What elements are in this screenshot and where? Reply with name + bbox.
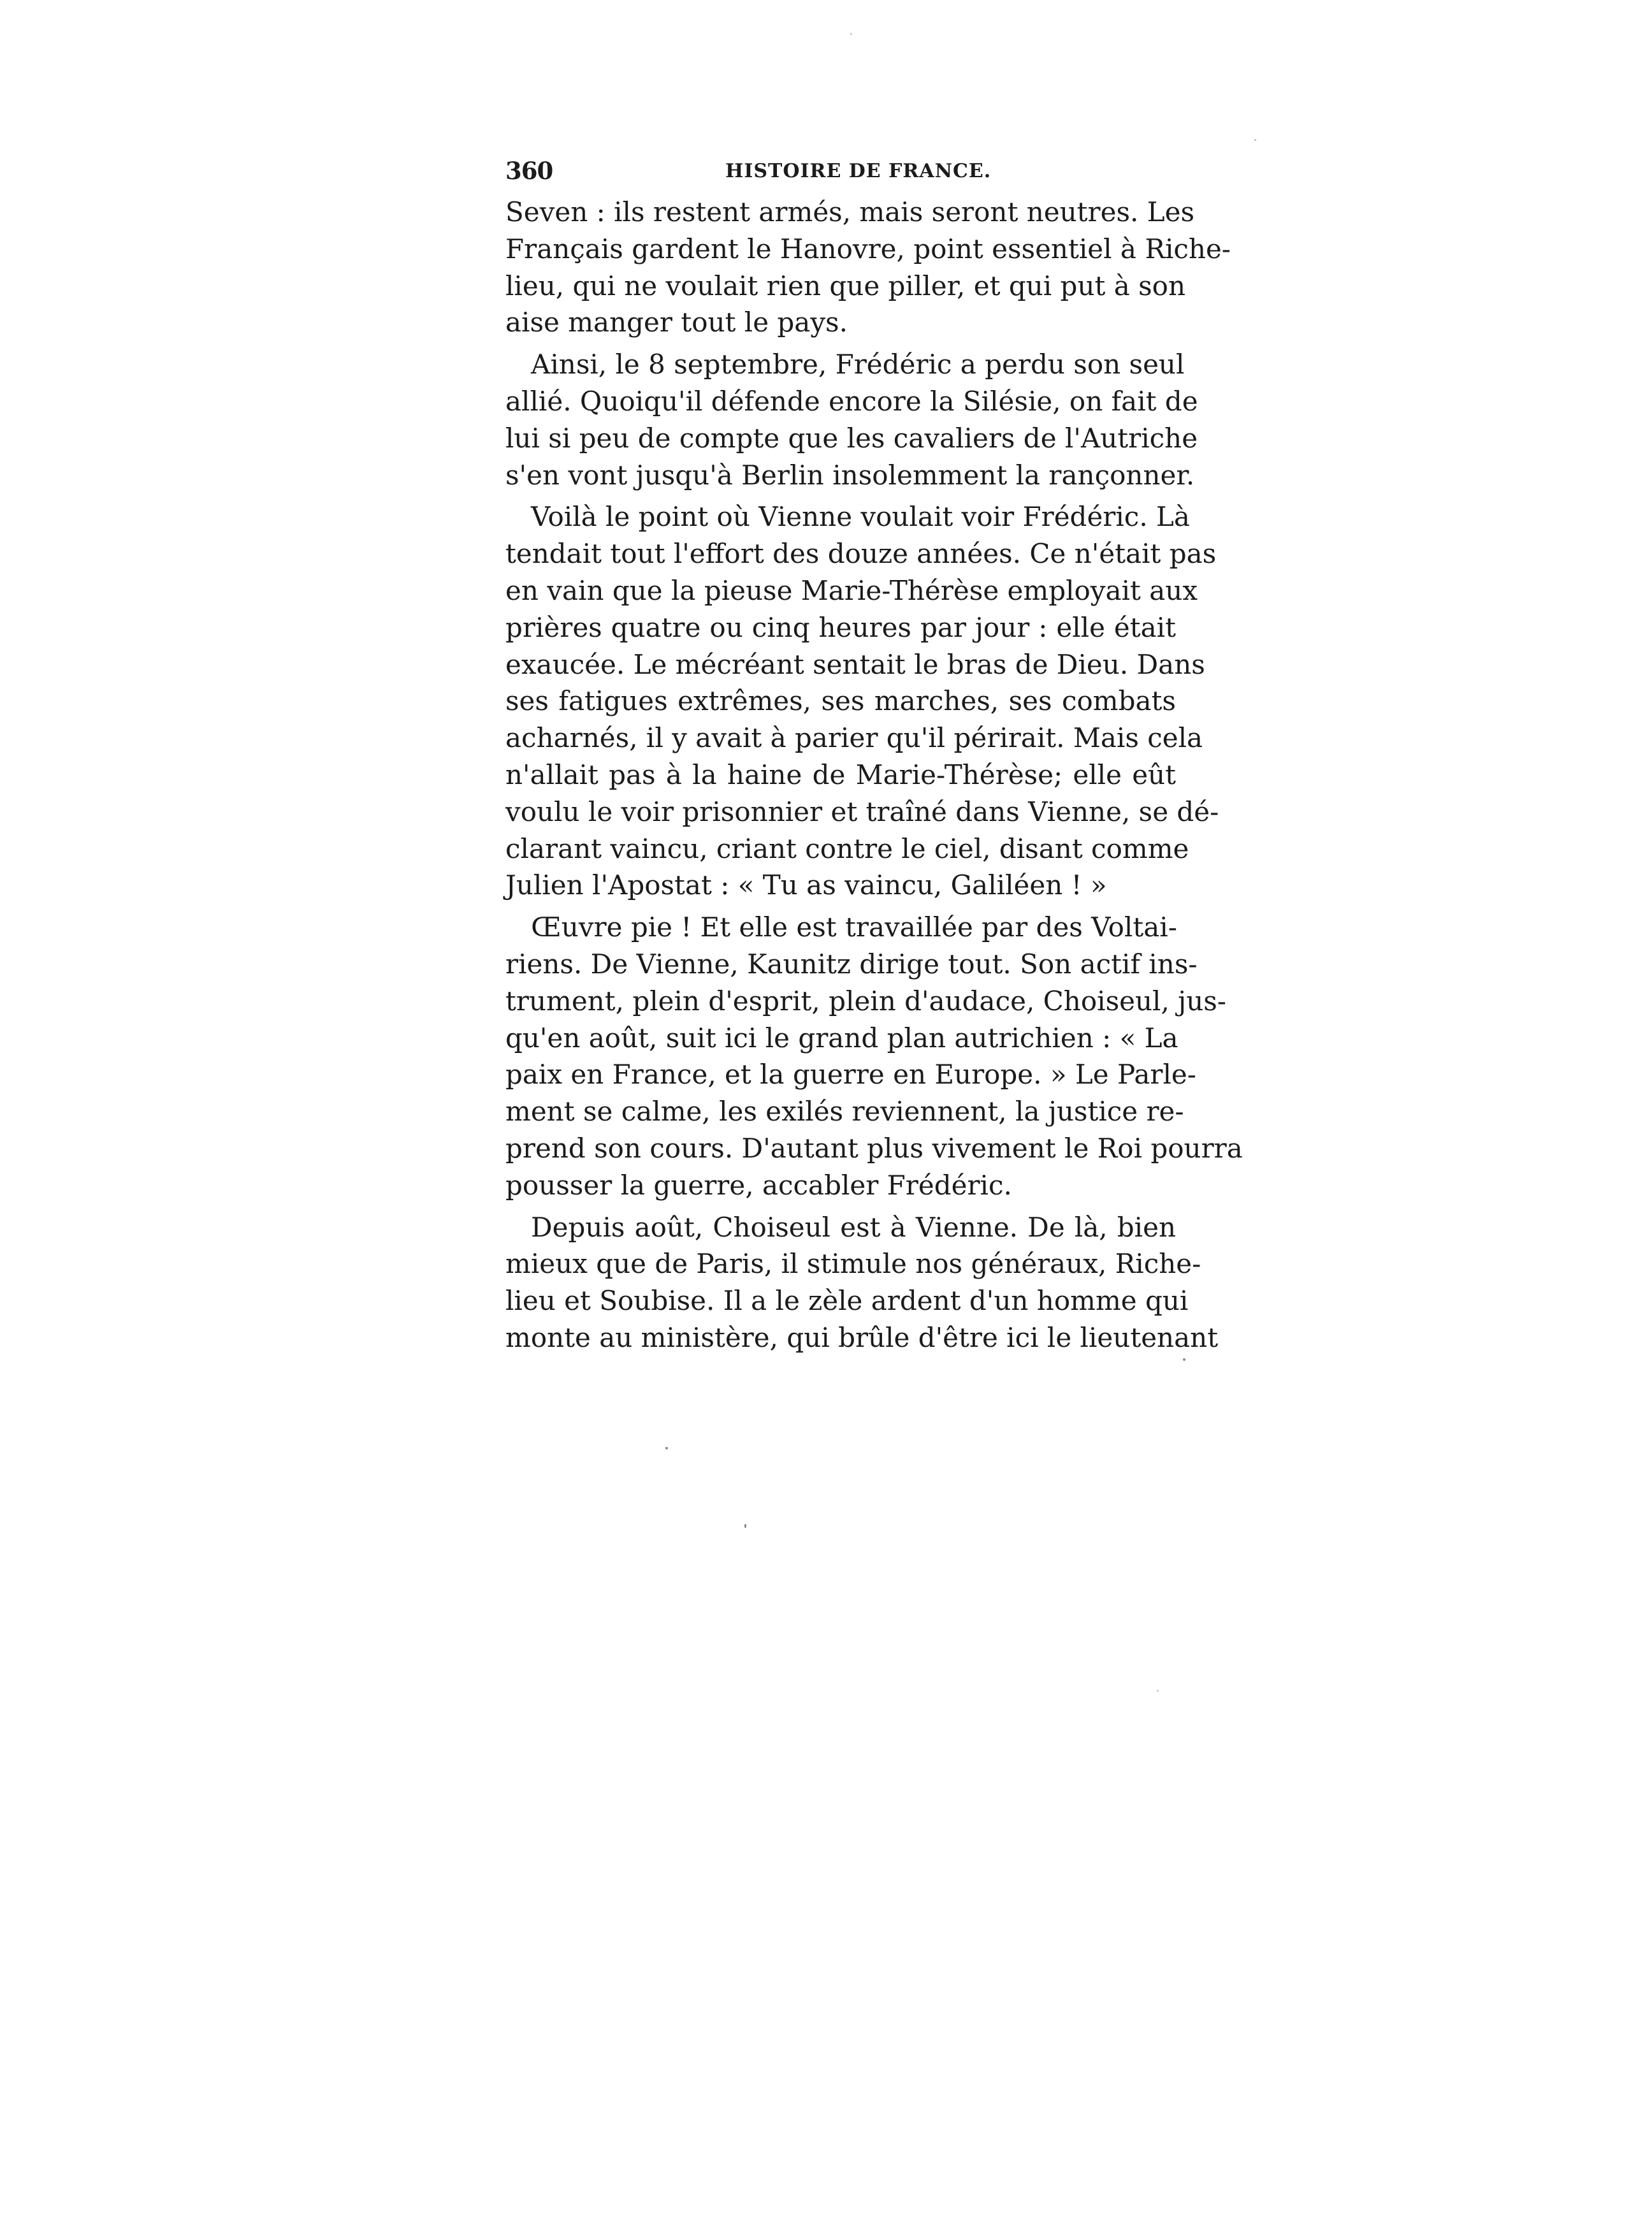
page-header [505, 157, 1171, 195]
scan-speck [744, 1524, 746, 1528]
text-line: clarant vaincu, criant contre le ciel, disant comme [505, 832, 1189, 864]
paragraph [505, 194, 1231, 341]
text-line: lieu et Soubise. Il a le zèle ardent d'un homme qui [505, 1285, 1189, 1317]
scan-speck [850, 33, 852, 35]
text-line: ment se calme, les exilés reviennent, la justice re- [505, 1096, 1184, 1128]
text-line: allié. Quoiqu'il défende encore la Silésie, on fait de [505, 385, 1198, 417]
text-line: Depuis août, Choiseul est à Vienne. De là, bien [531, 1211, 1176, 1243]
text-line: Julien l'Apostat : « Tu as vaincu, Galiléen ! » [505, 869, 1107, 901]
scan-speck [1254, 139, 1256, 141]
text-line: Voilà le point où Vienne voulait voir Frédéric. Là [531, 501, 1190, 533]
text-line: aise manger tout le pays. [505, 307, 848, 338]
text-line: s'en vont jusqu'à Berlin insolemment la rançonner. [505, 459, 1195, 491]
paragraph [505, 346, 1198, 493]
text-line: qu'en août, suit ici le grand plan autrichien : « La [505, 1022, 1178, 1054]
text-line: riens. De Vienne, Kaunitz dirige tout. Son actif ins- [505, 948, 1198, 980]
text-line: Ainsi, le 8 septembre, Frédéric a perdu son seul [531, 349, 1185, 381]
text-line: monte au ministère, qui brûle d'être ici le lieutenant [505, 1321, 1219, 1353]
paragraph [505, 909, 1243, 1203]
page-number: 360 [505, 157, 553, 185]
running-title: HISTOIRE DE FRANCE. [725, 160, 992, 182]
text-line: Œuvre pie ! Et elle est travaillée par des Voltai- [531, 911, 1177, 943]
text-line: prend son cours. D'autant plus vivement le Roi pourra [505, 1132, 1243, 1164]
text-line: Seven : ils restent armés, mais seront neutres. Les [505, 196, 1195, 228]
text-line: exaucée. Le mécréant sentait le bras de Dieu. Dans [505, 648, 1205, 680]
text-line: prières quatre ou cinq heures par jour : elle était [505, 611, 1176, 643]
text-line: Français gardent le Hanovre, point essentiel à Riche- [505, 233, 1231, 265]
text-line: trument, plein d'esprit, plein d'audace, Choiseul, jus- [505, 985, 1226, 1017]
scan-speck [1157, 1690, 1159, 1692]
scan-speck [1183, 1358, 1185, 1361]
text-line: voulu le voir prisonnier et traîné dans Vienne, se dé- [505, 795, 1219, 827]
text-line: paix en France, et la guerre en Europe. » Le Parle- [505, 1059, 1196, 1091]
paragraph [505, 1209, 1219, 1356]
text-line: mieux que de Paris, il stimule nos généraux, Riche- [505, 1248, 1201, 1280]
text-line: tendait tout l'effort des douze années. Ce n'était pas [505, 538, 1217, 570]
body-text [505, 194, 1243, 1356]
text-line: lui si peu de compte que les cavaliers de l'Autriche [505, 422, 1198, 454]
text-line: n'allait pas à la haine de Marie-Thérèse; elle eût [505, 759, 1176, 790]
paragraph [505, 498, 1219, 904]
text-line: lieu, qui ne voulait rien que piller, et qui put à son [505, 270, 1186, 301]
text-line: ses fatigues extrêmes, ses marches, ses combats [505, 685, 1176, 717]
scan-speck [665, 1447, 668, 1449]
text-line: acharnés, il y avait à parier qu'il périrait. Mais cela [505, 722, 1203, 754]
text-line: pousser la guerre, accabler Frédéric. [505, 1169, 1012, 1201]
text-line: en vain que la pieuse Marie-Thérèse employait aux [505, 574, 1198, 606]
